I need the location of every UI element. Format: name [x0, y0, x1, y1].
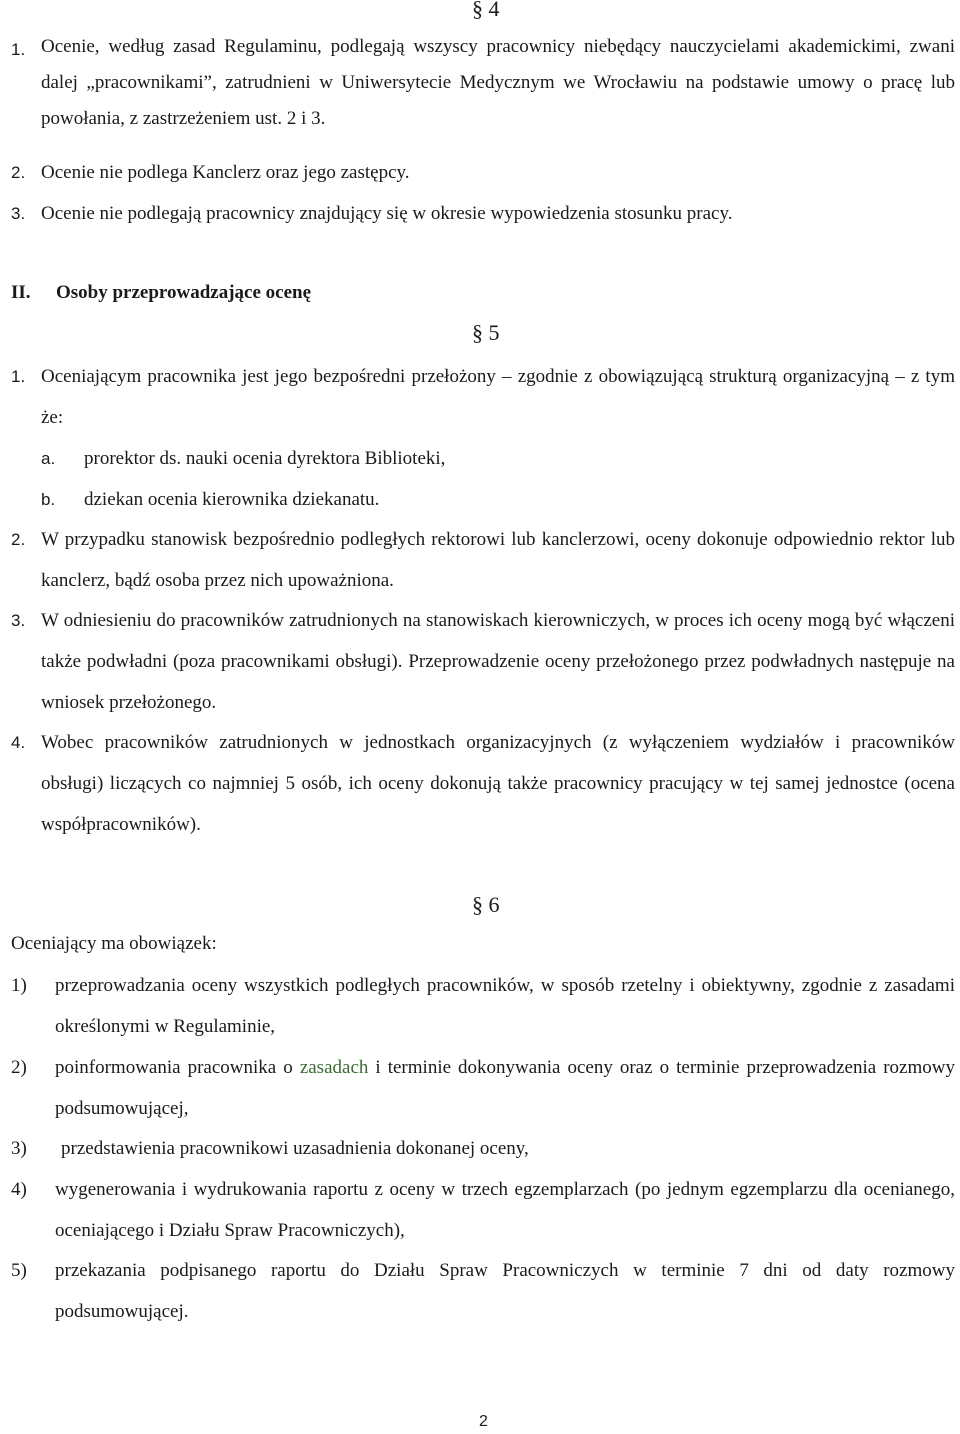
item-number: 1.	[11, 40, 26, 59]
item-number: 1.	[11, 367, 26, 386]
item-number: 3.	[11, 611, 26, 630]
duty-5	[11, 1250, 955, 1332]
duty-1	[11, 965, 955, 1047]
item-text: Oceniającym pracownika jest jego bezpośredni przełożony – zgodnie z obowiązującą strukturą organizacyjną – z tym że:	[41, 366, 955, 428]
subitem-text: dziekan ocenia kierownika dziekanatu.	[84, 489, 380, 510]
duty-text-after: i terminie dokonywania oceny oraz o terminie przeprowadzenia rozmowy podsumowującej,	[55, 1057, 955, 1119]
page-number: 2	[479, 1413, 488, 1430]
subitem-a	[41, 438, 941, 479]
duty-3	[11, 1128, 955, 1169]
duty-text-highlight: zasadach	[299, 1057, 369, 1078]
paragraph-5-3	[11, 600, 955, 723]
item-number: 2.	[11, 163, 26, 182]
duty-text-before: poinformowania pracownika o	[55, 1057, 300, 1078]
duty-text: przeprowadzania oceny wszystkich podległych pracowników, w sposób rzetelny i obiektywny, zgodnie z zasadami określonymi w Regulaminie,	[55, 975, 955, 1037]
item-number: 3.	[11, 204, 26, 223]
duty-number: 4)	[11, 1179, 27, 1200]
paragraph-4-1	[11, 29, 955, 137]
paragraph-4-2	[11, 152, 955, 193]
item-text: W przypadku stanowisk bezpośrednio podległych rektorowi lub kanclerzowi, oceny dokonuje odpowiednio rektor lub kanclerz, bądź osoba przez nich upoważniona.	[41, 529, 955, 591]
duty-text: przedstawienia pracownikowi uzasadnienia dokonanej oceny,	[61, 1138, 529, 1159]
section-mark-5: § 5	[472, 320, 500, 345]
duty-number: 3)	[11, 1138, 27, 1159]
duty-text: przekazania podpisanego raportu do Działu Spraw Pracowniczych w terminie 7 dni od daty rozmowy podsumowującej.	[55, 1260, 955, 1322]
paragraph-5-1	[11, 356, 955, 438]
subitem-letter: a.	[41, 449, 56, 468]
duties-intro: Oceniający ma obowiązek:	[11, 933, 217, 954]
subitem-b	[41, 479, 941, 520]
section-mark-6: § 6	[472, 892, 500, 917]
paragraph-5-4	[11, 722, 955, 845]
duty-4	[11, 1169, 955, 1251]
duty-number: 2)	[11, 1057, 27, 1078]
paragraph-4-3	[11, 193, 955, 234]
subitem-text: prorektor ds. nauki ocenia dyrektora Biblioteki,	[84, 448, 446, 469]
item-number: 4.	[11, 733, 26, 752]
heading-title: Osoby przeprowadzające ocenę	[56, 282, 312, 303]
section-mark-4: § 4	[472, 0, 500, 21]
item-text: Ocenie nie podlega Kanclerz oraz jego zastępcy.	[41, 162, 410, 183]
duty-number: 5)	[11, 1260, 27, 1281]
paragraph-5-2	[11, 519, 955, 601]
item-number: 2.	[11, 530, 26, 549]
section-heading	[11, 282, 311, 304]
duty-text	[11, 1047, 955, 1129]
item-text: Wobec pracowników zatrudnionych w jednostkach organizacyjnych (z wyłączeniem wydziałów i pracowników obsługi) liczących co najmniej 5 osób, ich oceny dokonują także pracownicy pracujący w tej samej jednostce (ocena współpracowników).	[41, 732, 955, 835]
duty-2	[11, 1047, 955, 1129]
item-text: W odniesieniu do pracowników zatrudnionych na stanowiskach kierowniczych, w proces ich oceny mogą być włączeni także podwładni (poza pracownikami obsługi). Przeprowadzenie oceny przełożonego przez podwładnych następuje na wniosek przełożonego.	[41, 610, 955, 713]
subitem-letter: b.	[41, 490, 56, 509]
item-text: Ocenie nie podlegają pracownicy znajdujący się w okresie wypowiedzenia stosunku pracy.	[41, 203, 733, 224]
heading-roman-numeral: II.	[11, 282, 31, 303]
duty-text: wygenerowania i wydrukowania raportu z oceny w trzech egzemplarzach (po jednym egzemplarzu dla ocenianego, oceniającego i Działu Spraw Pracowniczych),	[55, 1179, 955, 1241]
item-text: Ocenie, według zasad Regulaminu, podlegają wszyscy pracownicy niebędący nauczycielami akademickimi, zwani dalej „pracownikami”, zatrudnieni w Uniwersytecie Medycznym we Wrocławiu na podstawie umowy o pracę lub powołania, z zastrzeżeniem ust. 2 i 3.	[41, 36, 955, 129]
duty-number: 1)	[11, 975, 27, 996]
